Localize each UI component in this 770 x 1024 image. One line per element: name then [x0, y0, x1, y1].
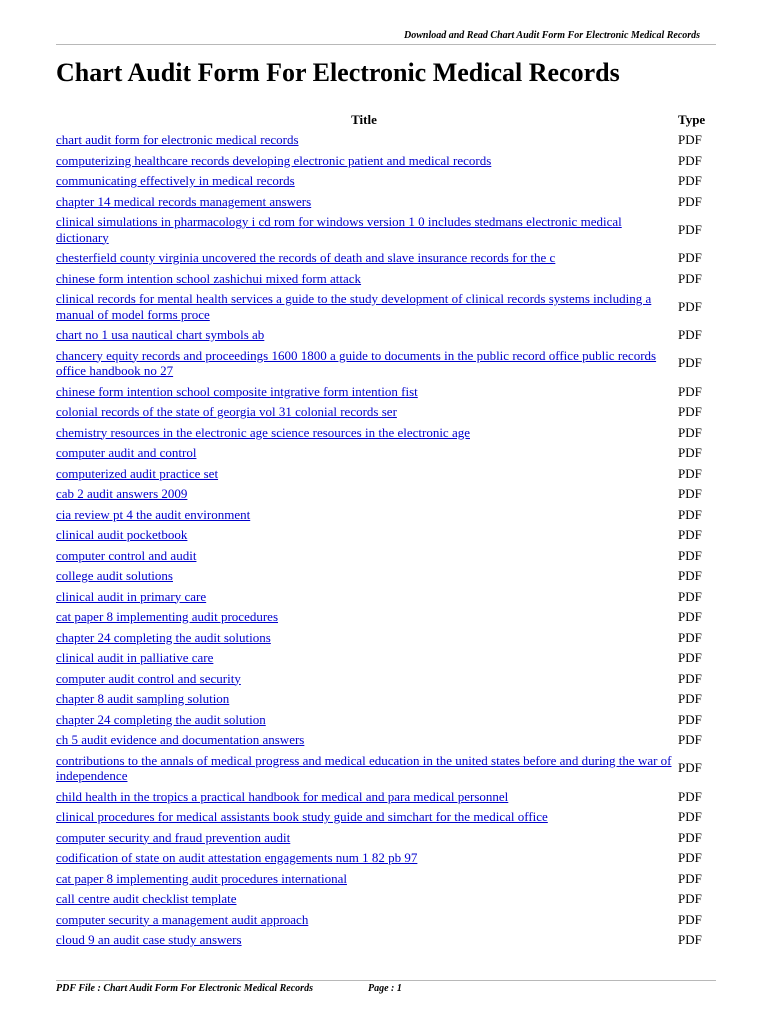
table-row — [56, 566, 716, 587]
document-title-link[interactable]: cab 2 audit answers 2009 — [56, 486, 188, 501]
document-title-link[interactable]: cat paper 8 implementing audit procedures — [56, 609, 279, 624]
file-type-label: PDF — [678, 327, 702, 342]
table-row — [56, 443, 716, 464]
table-row — [56, 930, 716, 951]
row-title-cell — [56, 587, 678, 608]
table-row — [56, 269, 716, 290]
table-row — [56, 192, 716, 213]
document-title-link[interactable]: clinical audit pocketbook — [56, 527, 188, 542]
table-row — [56, 346, 716, 382]
document-title-link[interactable]: chapter 8 audit sampling solution — [56, 691, 230, 706]
file-type-label: PDF — [678, 911, 702, 927]
document-title-link[interactable]: clinical records for mental health services a guide to the study development of clinical records systems including a manual of model forms proce — [56, 291, 652, 322]
table-row — [56, 130, 716, 151]
row-title-cell — [56, 346, 678, 382]
file-type-label: PDF — [678, 711, 702, 727]
table-row — [56, 587, 716, 608]
file-type-label: PDF — [678, 609, 702, 624]
row-title-cell — [56, 848, 678, 869]
table-row — [56, 151, 716, 172]
file-type-label: PDF — [678, 547, 702, 563]
file-type-label: PDF — [678, 829, 702, 845]
row-title-cell — [56, 443, 678, 464]
document-title-link[interactable]: computerizing healthcare records developing electronic patient and medical records — [56, 152, 492, 168]
row-title-cell — [56, 423, 678, 444]
table-row — [56, 289, 716, 325]
file-type-label: PDF — [678, 221, 702, 237]
table-row — [56, 325, 716, 346]
row-title-cell — [56, 382, 678, 403]
document-title-link[interactable]: chapter 24 completing the audit solution — [56, 711, 266, 727]
table-row — [56, 648, 716, 669]
document-title-link[interactable]: contributions to the annals of medical progress and medical education in the united states before and during the war of independence — [56, 752, 672, 783]
file-type-label: PDF — [678, 383, 702, 399]
row-title-cell — [56, 828, 678, 849]
table-row — [56, 464, 716, 485]
column-header-type: Type — [678, 112, 706, 127]
row-title-cell — [56, 689, 678, 710]
file-type-label: PDF — [678, 250, 702, 265]
table-header-row — [56, 110, 716, 130]
row-title-cell — [56, 730, 678, 751]
row-title-cell — [56, 546, 678, 567]
row-title-cell — [56, 171, 678, 192]
footer-page-number: Page : 1 — [368, 983, 402, 994]
table-row — [56, 382, 716, 403]
file-type-label: PDF — [678, 270, 702, 286]
document-title-link[interactable]: clinical audit in palliative care — [56, 650, 214, 665]
document-title-link[interactable]: cia review pt 4 the audit environment — [56, 506, 251, 522]
header-divider — [56, 44, 716, 45]
row-title-cell — [56, 464, 678, 485]
running-header: Download and Read Chart Audit Form For Electronic Medical Records — [404, 30, 701, 41]
table-row — [56, 669, 716, 690]
document-title-link[interactable]: colonial records of the state of georgia vol 31 colonial records ser — [56, 404, 397, 419]
row-title-cell — [56, 889, 678, 910]
table-row — [56, 423, 716, 444]
row-title-cell — [56, 648, 678, 669]
table-row — [56, 910, 716, 931]
file-type-label: PDF — [678, 588, 702, 604]
table-row — [56, 505, 716, 526]
file-type-label: PDF — [678, 506, 702, 522]
row-title-cell — [56, 930, 678, 951]
row-title-cell — [56, 628, 678, 649]
table-row — [56, 848, 716, 869]
file-type-label: PDF — [678, 465, 702, 481]
document-list-table — [56, 110, 716, 951]
row-title-cell — [56, 192, 678, 213]
table-row — [56, 869, 716, 890]
file-type-label: PDF — [678, 788, 702, 804]
row-title-cell — [56, 669, 678, 690]
document-title-link[interactable]: child health in the tropics a practical handbook for medical and para medical personnel — [56, 788, 509, 804]
row-title-cell — [56, 607, 678, 628]
table-row — [56, 484, 716, 505]
table-row — [56, 751, 716, 787]
document-title-link[interactable]: chemistry resources in the electronic age science resources in the electronic age — [56, 424, 470, 440]
document-title-link[interactable]: clinical procedures for medical assistants book study guide and simchart for the medical office — [56, 809, 548, 824]
document-title-link[interactable]: call centre audit checklist template — [56, 891, 237, 906]
row-title-cell — [56, 525, 678, 546]
row-title-cell — [56, 212, 678, 248]
table-row — [56, 787, 716, 808]
file-type-label: PDF — [678, 355, 702, 371]
document-title-link[interactable]: chapter 14 medical records management answers — [56, 193, 312, 209]
document-title-link[interactable]: computer security and fraud prevention audit — [56, 829, 291, 845]
row-title-cell — [56, 289, 678, 325]
file-type-label: PDF — [678, 932, 702, 947]
document-title-link[interactable]: computer audit and control — [56, 445, 197, 460]
document-title-link[interactable]: codification of state on audit attestation engagements num 1 82 pb 97 — [56, 850, 418, 865]
file-type-label: PDF — [678, 760, 702, 776]
file-type-label: PDF — [678, 298, 702, 314]
row-title-cell — [56, 566, 678, 587]
footer-file-label: PDF File : Chart Audit Form For Electronic Medical Records — [56, 983, 313, 994]
document-title-link[interactable]: chapter 24 completing the audit solutions — [56, 629, 271, 645]
row-title-cell — [56, 751, 678, 787]
file-type-label: PDF — [678, 486, 702, 501]
table-row — [56, 828, 716, 849]
document-title-link[interactable]: computer audit control and security — [56, 670, 241, 686]
row-title-cell — [56, 325, 678, 346]
table-row — [56, 710, 716, 731]
document-title-link[interactable]: chinese form intention school zashichui mixed form attack — [56, 270, 362, 286]
row-title-cell — [56, 710, 678, 731]
file-type-label: PDF — [678, 173, 702, 188]
file-type-label: PDF — [678, 132, 702, 147]
file-type-label: PDF — [678, 870, 702, 886]
document-title-link[interactable]: college audit solutions — [56, 568, 173, 583]
table-body — [56, 130, 716, 951]
row-title-cell — [56, 910, 678, 931]
row-title-cell — [56, 869, 678, 890]
file-type-label: PDF — [678, 193, 702, 209]
table-row — [56, 689, 716, 710]
file-type-label: PDF — [678, 691, 702, 706]
file-type-label: PDF — [678, 809, 702, 824]
row-title-cell — [56, 130, 678, 151]
page-title: Chart Audit Form For Electronic Medical Records — [56, 58, 620, 87]
row-title-cell — [56, 248, 678, 269]
document-title-link[interactable]: communicating effectively in medical records — [56, 173, 295, 188]
row-title-cell — [56, 402, 678, 423]
row-title-cell — [56, 484, 678, 505]
file-type-label: PDF — [678, 650, 702, 665]
row-title-cell — [56, 151, 678, 172]
table-row — [56, 171, 716, 192]
file-type-label: PDF — [678, 732, 702, 747]
file-type-label: PDF — [678, 404, 702, 419]
table-row — [56, 212, 716, 248]
file-type-label: PDF — [678, 152, 702, 168]
table-row — [56, 402, 716, 423]
footer-divider — [56, 980, 716, 981]
file-type-label: PDF — [678, 850, 702, 865]
file-type-label: PDF — [678, 424, 702, 440]
file-type-label: PDF — [678, 445, 702, 460]
table-row — [56, 628, 716, 649]
table-row — [56, 607, 716, 628]
document-title-link[interactable]: computerized audit practice set — [56, 465, 219, 481]
document-title-link[interactable]: computer control and audit — [56, 547, 197, 563]
row-title-cell — [56, 787, 678, 808]
table-row — [56, 525, 716, 546]
row-title-cell — [56, 807, 678, 828]
document-title-link[interactable]: cat paper 8 implementing audit procedures international — [56, 870, 347, 886]
table-row — [56, 546, 716, 567]
column-header-title: Title — [351, 112, 377, 127]
file-type-label: PDF — [678, 568, 702, 583]
table-row — [56, 730, 716, 751]
document-title-link[interactable]: ch 5 audit evidence and documentation answers — [56, 732, 305, 747]
document-title-link[interactable]: chesterfield county virginia uncovered the records of death and slave insurance records for the c — [56, 250, 556, 265]
document-title-link[interactable]: cloud 9 an audit case study answers — [56, 932, 242, 947]
table-row — [56, 889, 716, 910]
document-title-link[interactable]: chinese form intention school composite intgrative form intention fist — [56, 383, 418, 399]
document-title-link[interactable]: clinical audit in primary care — [56, 588, 207, 604]
table-row — [56, 248, 716, 269]
document-title-link[interactable]: computer security a management audit approach — [56, 911, 309, 927]
document-title-link[interactable]: chancery equity records and proceedings 1600 1800 a guide to documents in the public record office public records office handbook no 27 — [56, 347, 657, 378]
document-title-link[interactable]: chart no 1 usa nautical chart symbols ab — [56, 327, 265, 342]
table-row — [56, 807, 716, 828]
document-title-link[interactable]: clinical simulations in pharmacology i cd rom for windows version 1 0 includes stedmans electronic medical dictionary — [56, 214, 622, 245]
row-title-cell — [56, 505, 678, 526]
row-title-cell — [56, 269, 678, 290]
file-type-label: PDF — [678, 527, 702, 542]
document-title-link[interactable]: chart audit form for electronic medical records — [56, 132, 299, 147]
file-type-label: PDF — [678, 670, 702, 686]
file-type-label: PDF — [678, 629, 702, 645]
file-type-label: PDF — [678, 891, 702, 906]
